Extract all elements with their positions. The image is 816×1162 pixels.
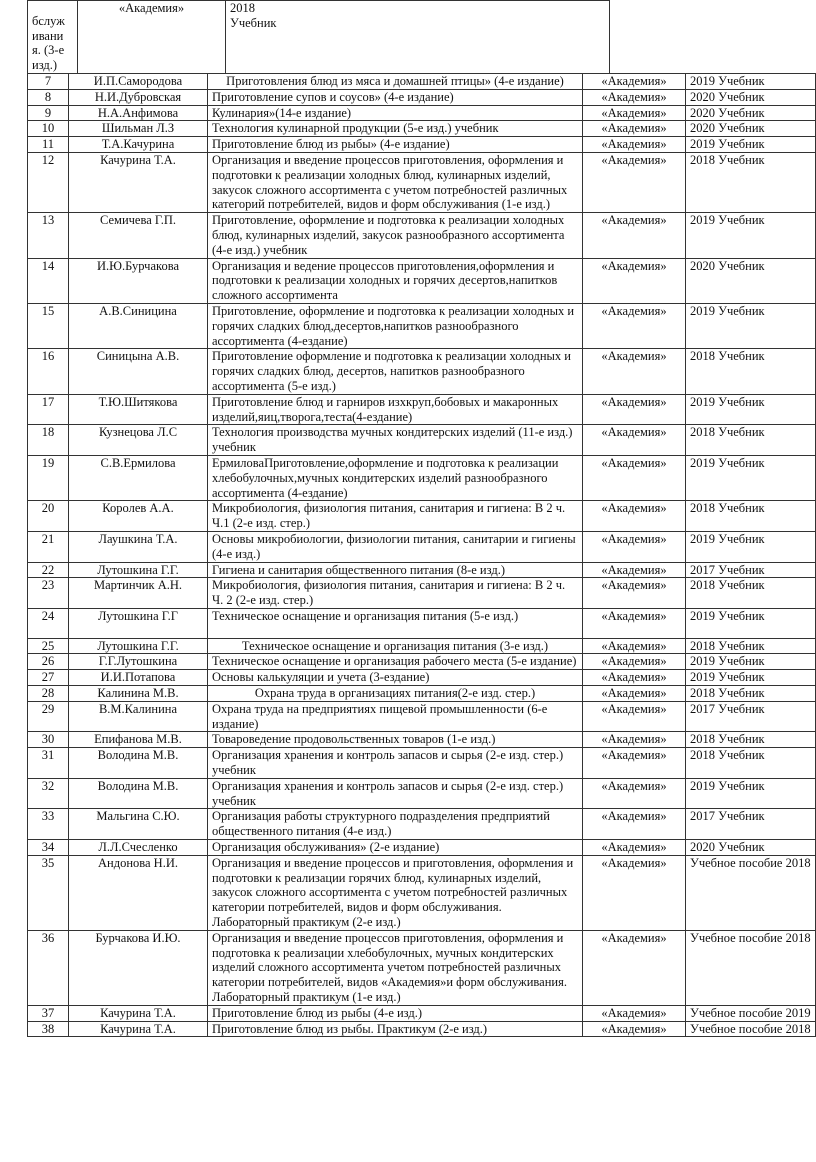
author-cell: Володина М.В.: [69, 748, 208, 779]
author-cell: Т.А.Качурина: [69, 137, 208, 153]
table-row: [28, 701, 816, 732]
row-number-cell: 29: [28, 701, 69, 732]
book-title-cell: Организация хранения и контроль запасов и сырья (2-е изд. стер.) учебник: [208, 748, 583, 779]
author-cell: И.И.Потапова: [69, 670, 208, 686]
author-cell: Епифанова М.В.: [69, 732, 208, 748]
row-number-cell: 8: [28, 89, 69, 105]
row-number-cell: 36: [28, 930, 69, 1005]
book-title-cell: Приготовление супов и соусов» (4-е издание): [208, 89, 583, 105]
table-row: [28, 303, 816, 348]
book-title-cell: Приготовление, оформление и подготовка к реализации холодных и горячих сладких блюд,десертов,напитков разнообразного ассортимента (4-ездание): [208, 303, 583, 348]
year-type-cell: 2019 Учебник: [686, 137, 816, 153]
row-number-cell: 35: [28, 855, 69, 930]
book-title-cell: Кулинария»(14-е издание): [208, 105, 583, 121]
year-type-cell: 2018 Учебник: [686, 152, 816, 212]
book-title-cell: Приготовление блюд из рыбы. Практикум (2-е изд.): [208, 1021, 583, 1037]
row-number-cell: 24: [28, 608, 69, 638]
table-row: [28, 748, 816, 779]
book-title-cell: Основы микробиологии, физиологии питания, санитарии и гигиены (4-е изд.): [208, 531, 583, 562]
author-cell: Качурина Т.А.: [69, 152, 208, 212]
publisher-cell: «Академия»: [583, 701, 686, 732]
publisher-cell: «Академия»: [583, 349, 686, 394]
book-title-cell: Техническое оснащение и организация питания (3-е изд.): [208, 638, 583, 654]
year-type-cell: 2020 Учебник: [686, 89, 816, 105]
author-cell: Л.Л.Счесленко: [69, 840, 208, 856]
book-title-cell: Технология производства мучных кондитерских изделий (11-е изд.) учебник: [208, 425, 583, 456]
year-type-cell: 2018 Учебник: [686, 425, 816, 456]
table-row: [28, 840, 816, 856]
book-title-cell: Приготовление блюд и гарниров изхкруп,бобовых и макаронных изделий,яиц,творога,теста(4-ездание): [208, 394, 583, 425]
table-fragment-top: [27, 0, 610, 74]
publisher-cell: «Академия»: [583, 425, 686, 456]
row-number-cell: 38: [28, 1021, 69, 1037]
year-type-cell: 2020 Учебник: [686, 840, 816, 856]
author-cell: В.М.Калинина: [69, 701, 208, 732]
book-title-cell: Охрана труда в организациях питания(2-е изд. стер.): [208, 686, 583, 702]
publisher-cell: «Академия»: [583, 137, 686, 153]
table-row: [28, 213, 816, 258]
author-cell: Н.И.Дубровская: [69, 89, 208, 105]
author-cell: Андонова Н.И.: [69, 855, 208, 930]
fragment-type: Учебник: [230, 15, 277, 30]
year-type-cell: 2018 Учебник: [686, 748, 816, 779]
year-type-cell: 2017 Учебник: [686, 701, 816, 732]
publisher-cell: «Академия»: [583, 74, 686, 90]
table-row: [28, 670, 816, 686]
book-title-cell: Организация и введение процессов приготовления, оформления и подготовки к реализации холодных блюд, кулинарных изделий, закусок сложного ассортимента с учетом потребностей различных категорий потребителей, видов и форм обслуживания (1-е изд.): [208, 152, 583, 212]
row-number-cell: 30: [28, 732, 69, 748]
publisher-cell: «Академия»: [583, 258, 686, 303]
publisher-cell: «Академия»: [583, 809, 686, 840]
table-row: [28, 778, 816, 809]
author-cell: Лутошкина Г.Г: [69, 608, 208, 638]
publisher-cell: «Академия»: [583, 1021, 686, 1037]
cell-fragment-col1: бслуж ивани я. (3-е изд.): [28, 1, 78, 74]
publisher-cell: «Академия»: [583, 840, 686, 856]
publisher-cell: «Академия»: [583, 89, 686, 105]
table-row: [28, 74, 816, 90]
row-number-cell: 34: [28, 840, 69, 856]
table-row: [28, 732, 816, 748]
table-row: [28, 258, 816, 303]
row-number-cell: 11: [28, 137, 69, 153]
book-title-cell: Приготовление оформление и подготовка к реализации холодных и горячих сладких блюд, десертов, напитков разнообразного ассортимента (5-е изд.): [208, 349, 583, 394]
publisher-cell: «Академия»: [583, 213, 686, 258]
table-row: [28, 89, 816, 105]
book-title-cell: Микробиология, физиология питания, санитария и гигиена: В 2 ч. Ч.1 (2-е изд. стер.): [208, 501, 583, 532]
year-type-cell: 2019 Учебник: [686, 455, 816, 500]
publisher-cell: «Академия»: [583, 578, 686, 609]
year-type-cell: Учебное пособие 2018: [686, 1021, 816, 1037]
book-title-cell: Техническое оснащение и организация рабочего места (5-е издание): [208, 654, 583, 670]
book-title-cell: ЕрмиловаПриготовление,оформление и подготовка к реализации хлебобулочных,мучных кондитерских изделий разнообразного ассортимента (4-ездание): [208, 455, 583, 500]
book-title-cell: Организация работы структурного подразделения предприятий общественного питания (4-е изд.): [208, 809, 583, 840]
author-cell: Володина М.В.: [69, 778, 208, 809]
table-row: [28, 394, 816, 425]
author-cell: Шильман Л.З: [69, 121, 208, 137]
book-title-cell: Товароведение продовольственных товаров (1-е изд.): [208, 732, 583, 748]
author-cell: Мартинчик А.Н.: [69, 578, 208, 609]
publisher-cell: «Академия»: [583, 394, 686, 425]
publisher-cell: «Академия»: [583, 686, 686, 702]
author-cell: А.В.Синицина: [69, 303, 208, 348]
publisher-cell: «Академия»: [583, 531, 686, 562]
year-type-cell: 2018 Учебник: [686, 686, 816, 702]
book-title-cell: Основы калькуляции и учета (3-ездание): [208, 670, 583, 686]
publisher-cell: «Академия»: [583, 638, 686, 654]
table-row: [28, 638, 816, 654]
cell-fragment-year: [226, 1, 610, 74]
row-number-cell: 21: [28, 531, 69, 562]
table-row: [28, 152, 816, 212]
row-number-cell: 25: [28, 638, 69, 654]
row-number-cell: 7: [28, 74, 69, 90]
row-number-cell: 26: [28, 654, 69, 670]
year-type-cell: 2020 Учебник: [686, 258, 816, 303]
row-number-cell: 37: [28, 1005, 69, 1021]
author-cell: Г.Г.Лутошкина: [69, 654, 208, 670]
book-title-cell: Охрана труда на предприятиях пищевой промышленности (6-е издание): [208, 701, 583, 732]
row-number-cell: 32: [28, 778, 69, 809]
row-number-cell: 20: [28, 501, 69, 532]
year-type-cell: 2018 Учебник: [686, 501, 816, 532]
row-number-cell: 15: [28, 303, 69, 348]
table-row: [28, 562, 816, 578]
table-row: [28, 501, 816, 532]
year-type-cell: 2019 Учебник: [686, 74, 816, 90]
table-row: [28, 855, 816, 930]
year-type-cell: 2019 Учебник: [686, 654, 816, 670]
row-number-cell: 17: [28, 394, 69, 425]
book-title-cell: Организация и введение процессов приготовления, оформления и подготовка к реализации хлебобулочных, мучных кондитерских изделий сложного ассортимента учетом потребностей различных категории потребителей, видов «Академия»и форм обслуживания. Лабораторный практикум (1-е изд.): [208, 930, 583, 1005]
year-type-cell: 2019 Учебник: [686, 778, 816, 809]
row-number-cell: 19: [28, 455, 69, 500]
year-type-cell: 2018 Учебник: [686, 578, 816, 609]
author-cell: И.П.Самородова: [69, 74, 208, 90]
publisher-cell: «Академия»: [583, 562, 686, 578]
author-cell: Семичева Г.П.: [69, 213, 208, 258]
table-row: [28, 930, 816, 1005]
year-type-cell: 2019 Учебник: [686, 531, 816, 562]
author-cell: Т.Ю.Шитякова: [69, 394, 208, 425]
author-cell: Н.А.Анфимова: [69, 105, 208, 121]
book-title-cell: Организация и ведение процессов приготовления,оформления и подготовки к реализации холодных и горячих десертов,напитков сложного ассортимента: [208, 258, 583, 303]
row-number-cell: 22: [28, 562, 69, 578]
book-title-cell: Техническое оснащение и организация питания (5-е изд.): [208, 608, 583, 638]
author-cell: С.В.Ермилова: [69, 455, 208, 500]
table-row: [28, 137, 816, 153]
book-title-cell: Приготовления блюд из мяса и домашней птицы» (4-е издание): [208, 74, 583, 90]
year-type-cell: 2017 Учебник: [686, 562, 816, 578]
publisher-cell: «Академия»: [583, 855, 686, 930]
table-row-fragment: [28, 1, 610, 74]
year-type-cell: 2019 Учебник: [686, 394, 816, 425]
literature-table: [27, 73, 816, 1037]
table-row: [28, 686, 816, 702]
publisher-cell: «Академия»: [583, 930, 686, 1005]
table-row: [28, 809, 816, 840]
author-cell: Королев А.А.: [69, 501, 208, 532]
publisher-cell: «Академия»: [583, 455, 686, 500]
table-row: [28, 121, 816, 137]
year-type-cell: Учебное пособие 2018: [686, 930, 816, 1005]
publisher-cell: «Академия»: [583, 152, 686, 212]
year-type-cell: 2019 Учебник: [686, 303, 816, 348]
row-number-cell: 31: [28, 748, 69, 779]
year-type-cell: 2019 Учебник: [686, 670, 816, 686]
publisher-cell: «Академия»: [583, 303, 686, 348]
author-cell: Качурина Т.А.: [69, 1005, 208, 1021]
row-number-cell: 16: [28, 349, 69, 394]
author-cell: Синицына А.В.: [69, 349, 208, 394]
year-type-cell: 2018 Учебник: [686, 638, 816, 654]
table-row: [28, 425, 816, 456]
year-type-cell: 2020 Учебник: [686, 121, 816, 137]
year-type-cell: 2020 Учебник: [686, 105, 816, 121]
year-type-cell: 2018 Учебник: [686, 349, 816, 394]
row-number-cell: 12: [28, 152, 69, 212]
table-row: [28, 531, 816, 562]
table-row: [28, 455, 816, 500]
table-row: [28, 105, 816, 121]
cell-fragment-publisher: «Академия»: [78, 1, 226, 74]
book-title-cell: Организация обслуживания» (2-е издание): [208, 840, 583, 856]
table-row: [28, 608, 816, 638]
publisher-cell: «Академия»: [583, 654, 686, 670]
year-type-cell: 2018 Учебник: [686, 732, 816, 748]
publisher-cell: «Академия»: [583, 748, 686, 779]
book-title-cell: Гигиена и санитария общественного питания (8-е изд.): [208, 562, 583, 578]
publisher-cell: «Академия»: [583, 670, 686, 686]
row-number-cell: 13: [28, 213, 69, 258]
book-title-cell: Приготовление блюд из рыбы» (4-е издание): [208, 137, 583, 153]
book-title-cell: Организация хранения и контроль запасов и сырья (2-е изд. стер.) учебник: [208, 778, 583, 809]
fragment-year: 2018: [230, 1, 255, 15]
author-cell: Лутошкина Г.Г.: [69, 562, 208, 578]
year-type-cell: Учебное пособие 2019: [686, 1005, 816, 1021]
author-cell: Калинина М.В.: [69, 686, 208, 702]
table-row: [28, 1021, 816, 1037]
table-row: [28, 1005, 816, 1021]
table-row: [28, 349, 816, 394]
author-cell: Качурина Т.А.: [69, 1021, 208, 1037]
year-type-cell: Учебное пособие 2018: [686, 855, 816, 930]
publisher-cell: «Академия»: [583, 778, 686, 809]
author-cell: И.Ю.Бурчакова: [69, 258, 208, 303]
publisher-cell: «Академия»: [583, 121, 686, 137]
book-title-cell: Микробиология, физиология питания, санитария и гигиена: В 2 ч. Ч. 2 (2-е изд. стер.): [208, 578, 583, 609]
row-number-cell: 27: [28, 670, 69, 686]
book-title-cell: Приготовление, оформление и подготовка к реализации холодных блюд, кулинарных изделий, закусок разнообразного ассортимента (4-е изд.) учебник: [208, 213, 583, 258]
author-cell: Бурчакова И.Ю.: [69, 930, 208, 1005]
author-cell: Мальгина С.Ю.: [69, 809, 208, 840]
row-number-cell: 9: [28, 105, 69, 121]
row-number-cell: 14: [28, 258, 69, 303]
year-type-cell: 2019 Учебник: [686, 213, 816, 258]
year-type-cell: 2019 Учебник: [686, 608, 816, 638]
table-row: [28, 654, 816, 670]
author-cell: Лутошкина Г.Г.: [69, 638, 208, 654]
book-title-cell: Организация и введение процессов и приготовления, оформления и подготовки к реализации горячих блюд, кулинарных изделий, закусок сложного ассортимента с учетом потребностей различных категории потребителей, видов и форм обслуживания. Лабораторный практикум (2-е изд.): [208, 855, 583, 930]
publisher-cell: «Академия»: [583, 501, 686, 532]
row-number-cell: 33: [28, 809, 69, 840]
row-number-cell: 10: [28, 121, 69, 137]
year-type-cell: 2017 Учебник: [686, 809, 816, 840]
book-title-cell: Технология кулинарной продукции (5-е изд.) учебник: [208, 121, 583, 137]
row-number-cell: 28: [28, 686, 69, 702]
row-number-cell: 18: [28, 425, 69, 456]
publisher-cell: «Академия»: [583, 1005, 686, 1021]
table-row: [28, 578, 816, 609]
author-cell: Лаушкина Т.А.: [69, 531, 208, 562]
row-number-cell: 23: [28, 578, 69, 609]
publisher-cell: «Академия»: [583, 105, 686, 121]
publisher-cell: «Академия»: [583, 732, 686, 748]
author-cell: Кузнецова Л.С: [69, 425, 208, 456]
publisher-cell: «Академия»: [583, 608, 686, 638]
book-title-cell: Приготовление блюд из рыбы (4-е изд.): [208, 1005, 583, 1021]
